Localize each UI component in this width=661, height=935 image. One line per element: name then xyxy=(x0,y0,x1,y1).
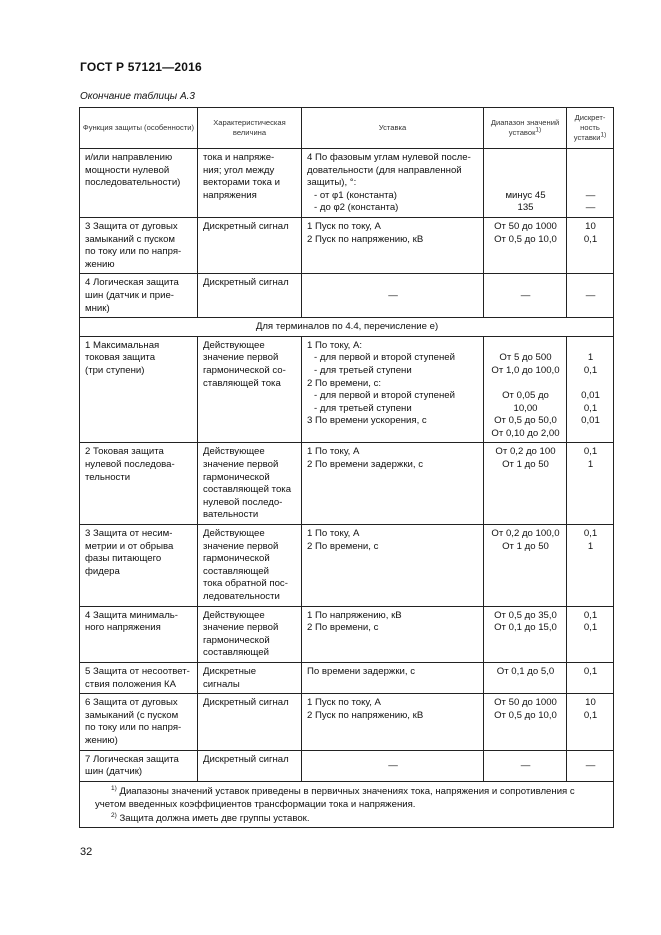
quantity-cell xyxy=(198,750,302,781)
setting-cell xyxy=(302,443,484,525)
table-notes xyxy=(80,781,614,828)
cell-line: 10 xyxy=(585,697,596,709)
cell-line: по току или по напря- xyxy=(85,722,182,734)
footnote-2: $^{2)}$ Защита должна иметь две группы уставок. xyxy=(111,811,310,824)
cell-line: От 0,5 до 10,0 xyxy=(494,709,557,721)
cell-line: От 0,05 до 10,00 xyxy=(502,390,549,414)
cell-line: 0,1 xyxy=(583,402,598,414)
range-cell xyxy=(484,525,567,607)
cell-line: От 0,2 до 100,0 xyxy=(491,528,560,540)
cell-line: - для первой и второй ступеней xyxy=(314,390,455,402)
cell-line: ледовательности xyxy=(203,591,280,602)
cell-line: Действующее xyxy=(203,339,265,351)
table-row xyxy=(80,662,614,693)
range-cell xyxy=(484,149,567,218)
cell-line: мощности нулевой xyxy=(85,164,170,176)
range-cell xyxy=(484,662,567,693)
quantity-cell xyxy=(198,149,302,218)
cell-line: 1 По току, А xyxy=(307,446,360,458)
range-cell xyxy=(484,217,567,273)
cell-line: 3 По времени ускорения, с xyxy=(307,415,427,427)
cell-line: 2 По времени, с xyxy=(307,540,379,552)
cell-line: 2 По времени задержки, с xyxy=(307,459,424,471)
cell-line: От 0,1 до 15,0 xyxy=(494,622,557,634)
cell-line: и/или направлению xyxy=(85,152,173,163)
cell-line: Дискретные xyxy=(203,665,257,677)
footnote-1: $^{1)}$ Диапазоны значений уставок приведены в первичных значениях тока, напряжения и сопротивления с xyxy=(111,784,575,797)
cell-line: От 0,5 до 10,0 xyxy=(494,233,557,245)
cell-line: 5 Защита от несоответ- xyxy=(85,665,190,677)
range-cell xyxy=(484,443,567,525)
quantity-cell xyxy=(198,443,302,525)
cell-line: векторами тока и xyxy=(203,177,280,189)
cell-line: значение первой xyxy=(203,459,279,471)
cell-line: Дискретный сигнал xyxy=(203,220,289,232)
cell-line: мник) xyxy=(85,302,110,314)
cell-line: 1 Пуск по току, А xyxy=(307,220,381,232)
cell-line: - для первой и второй ступеней xyxy=(314,352,455,364)
table-body-part2 xyxy=(80,336,614,781)
table-section-row-group xyxy=(80,318,614,337)
cell-line: напряжения xyxy=(203,189,257,201)
cell-line: Действующее xyxy=(203,446,265,458)
cell-line: 2 Токовая защита xyxy=(85,446,164,458)
settings-table xyxy=(79,107,614,828)
table-body-part1 xyxy=(80,149,614,318)
table-caption: Окончание таблицы А.3 xyxy=(80,91,195,102)
cell-line: ставляющей тока xyxy=(203,377,281,389)
cell-line: 0,1 xyxy=(583,528,598,540)
cell-line: составляющей xyxy=(203,565,270,577)
cell-line: ния; угол между xyxy=(203,164,275,176)
function-cell xyxy=(80,443,198,525)
cell-line: 2 По времени, с: xyxy=(307,377,382,389)
cell-line: От 5 до 500 xyxy=(499,352,552,364)
cell-line: тока обратной пос- xyxy=(203,578,288,590)
function-cell xyxy=(80,274,198,318)
cell-line: — xyxy=(585,289,596,301)
setting-cell xyxy=(302,336,484,443)
setting-cell xyxy=(302,606,484,662)
table-row xyxy=(80,606,614,662)
cell-line: гармонической xyxy=(203,471,270,483)
table-notes-group xyxy=(80,781,614,828)
range-cell xyxy=(484,694,567,750)
setting-cell xyxy=(302,750,484,781)
cell-line: 1 Пуск по току, А xyxy=(307,697,381,709)
cell-line: 2 Пуск по напряжению, кВ xyxy=(307,709,424,721)
cell-line: токовая защита xyxy=(85,352,156,364)
cell-line: По времени задержки, с xyxy=(307,665,416,677)
cell-line: Дискретный сигнал xyxy=(203,753,289,765)
cell-line: От 0,10 до 2,00 xyxy=(491,427,560,439)
cell-line: 4 Защита минималь- xyxy=(85,609,179,621)
cell-line: - от φ1 (константа) xyxy=(314,189,397,201)
cell-line xyxy=(572,152,609,165)
table-row xyxy=(80,443,614,525)
cell-line: 0,1 xyxy=(583,364,598,376)
section-title: Для терминалов по 4.4, перечисление е) xyxy=(80,318,614,337)
cell-line: последовательности) xyxy=(85,177,181,189)
quantity-cell xyxy=(198,694,302,750)
cell-line: 4 По фазовым углам нулевой после- xyxy=(307,152,471,163)
cell-line: гармонической xyxy=(203,634,270,646)
range-cell xyxy=(484,750,567,781)
cell-line: значение первой xyxy=(203,540,279,552)
cell-line: значение первой xyxy=(203,622,279,634)
cell-line: по току или по напря- xyxy=(85,246,182,258)
header-range: Диапазон значений уставок1) xyxy=(484,108,567,149)
cell-line: От 0,1 до 5,0 xyxy=(496,665,555,677)
cell-line: 0,1 xyxy=(583,446,598,458)
cell-line: нулевой последова- xyxy=(85,459,175,471)
setting-cell xyxy=(302,274,484,318)
cell-line: От 1,0 до 100,0 xyxy=(491,364,560,376)
function-cell xyxy=(80,662,198,693)
cell-line: — xyxy=(520,759,531,771)
cell-line xyxy=(489,177,562,190)
quantity-cell xyxy=(198,336,302,443)
table-row xyxy=(80,149,614,218)
cell-line: шин (датчик и прие- xyxy=(85,289,174,301)
cell-line: От 1 до 50 xyxy=(502,459,549,471)
quantity-cell xyxy=(198,525,302,607)
cell-line: От 1 до 50 xyxy=(502,540,549,552)
cell-line xyxy=(489,340,562,353)
cell-line: ствия положения КА xyxy=(85,678,177,690)
cell-line: - до φ2 (константа) xyxy=(314,202,399,214)
cell-line: нулевой последо- xyxy=(203,496,283,508)
cell-line: 2 Пуск по напряжению, кВ xyxy=(307,233,424,245)
cell-line xyxy=(572,165,609,178)
cell-line: 1 xyxy=(587,352,594,364)
cell-line: 135 xyxy=(517,202,534,214)
cell-line xyxy=(489,152,562,165)
cell-line: составляющей xyxy=(203,647,270,659)
cell-line: 4 Логическая защита xyxy=(85,277,179,289)
table-row xyxy=(80,274,614,318)
cell-line: значение первой xyxy=(203,352,279,364)
cell-line: тока и напряже- xyxy=(203,152,275,163)
cell-line: Дискретный сигнал xyxy=(203,277,289,289)
function-cell xyxy=(80,750,198,781)
cell-line: 1 xyxy=(587,540,594,552)
cell-line: замыканий (с пуском xyxy=(85,709,179,721)
cell-line: 3 Защита от несим- xyxy=(85,528,173,540)
cell-line: 1 xyxy=(587,459,594,471)
table-row xyxy=(80,694,614,750)
setting-cell xyxy=(302,217,484,273)
quantity-cell xyxy=(198,662,302,693)
header-step: Дискрет-ность уставки1) xyxy=(567,108,614,149)
cell-line: защиты), °: xyxy=(307,177,357,189)
cell-line: 0,1 xyxy=(583,233,598,245)
header-setting: Уставка xyxy=(302,108,484,149)
cell-line: метрии и от обрыва xyxy=(85,540,174,552)
cell-line: От 0,2 до 100 xyxy=(495,446,556,458)
setting-cell xyxy=(302,662,484,693)
function-cell xyxy=(80,217,198,273)
cell-line xyxy=(572,378,609,391)
cell-line: - для третьей ступени xyxy=(314,364,412,376)
cell-line: - для третьей ступени xyxy=(314,402,412,414)
cell-line: — xyxy=(585,202,596,214)
setting-cell xyxy=(302,525,484,607)
cell-line: жению) xyxy=(85,734,118,746)
cell-line: жению xyxy=(85,258,115,270)
footnote-1-continued: учетом введенных коэффициентов трансформации тока и напряжения. xyxy=(95,799,416,811)
step-cell xyxy=(567,217,614,273)
cell-line: замыканий с пуском xyxy=(85,233,176,245)
range-cell xyxy=(484,274,567,318)
cell-line: тельности xyxy=(85,471,131,483)
step-cell xyxy=(567,274,614,318)
setting-cell xyxy=(302,149,484,218)
standard-header: ГОСТ Р 57121—2016 xyxy=(80,60,202,74)
cell-line: ного напряжения xyxy=(85,622,161,634)
cell-line: минус 45 xyxy=(505,189,546,201)
step-cell xyxy=(567,525,614,607)
cell-line: Действующее xyxy=(203,528,265,540)
cell-line: 1 По току, А: xyxy=(307,339,363,351)
cell-line: 0,01 xyxy=(581,415,600,427)
cell-line: 1 Максимальная xyxy=(85,339,160,351)
cell-line: Действующее xyxy=(203,609,265,621)
cell-line: 6 Защита от дуговых xyxy=(85,697,178,709)
section-row xyxy=(80,318,614,337)
step-cell xyxy=(567,606,614,662)
cell-line: 1 По току, А xyxy=(307,528,360,540)
cell-line: — xyxy=(388,759,398,771)
cell-line xyxy=(572,177,609,190)
cell-line: 10 xyxy=(585,220,596,232)
step-cell xyxy=(567,443,614,525)
table-row xyxy=(80,336,614,443)
range-cell xyxy=(484,336,567,443)
step-cell xyxy=(567,149,614,218)
cell-line: вательности xyxy=(203,509,259,521)
cell-line: — xyxy=(388,289,398,301)
cell-line: 7 Логическая защита xyxy=(85,753,179,765)
cell-line: От 0,5 до 50,0 xyxy=(494,415,557,427)
range-cell xyxy=(484,606,567,662)
cell-line: — xyxy=(585,759,596,771)
header-quantity: Характеристическая величина xyxy=(198,108,302,149)
cell-line: фазы питающего xyxy=(85,553,162,565)
cell-line: — xyxy=(585,189,596,201)
step-cell xyxy=(567,694,614,750)
cell-line: 1 По напряжению, кВ xyxy=(307,609,402,621)
cell-line: 3 Защита от дуговых xyxy=(85,220,178,232)
step-cell xyxy=(567,336,614,443)
step-cell xyxy=(567,750,614,781)
function-cell xyxy=(80,606,198,662)
quantity-cell xyxy=(198,217,302,273)
cell-line: 0,01 xyxy=(581,390,600,402)
cell-line: — xyxy=(520,289,531,301)
quantity-cell xyxy=(198,274,302,318)
cell-line: шин (датчик) xyxy=(85,766,143,778)
quantity-cell xyxy=(198,606,302,662)
header-function: Функция защиты (особенности) xyxy=(80,108,198,149)
page-number: 32 xyxy=(80,846,93,858)
table-row xyxy=(80,217,614,273)
cell-line: гармонической со- xyxy=(203,364,286,376)
cell-line: 0,1 xyxy=(583,709,598,721)
function-cell xyxy=(80,149,198,218)
cell-line: От 50 до 1000 xyxy=(494,220,557,232)
notes-row xyxy=(80,781,614,828)
setting-cell xyxy=(302,694,484,750)
cell-line: (три ступени) xyxy=(85,364,145,376)
function-cell xyxy=(80,525,198,607)
function-cell xyxy=(80,694,198,750)
cell-line: довательности (для направленной xyxy=(307,164,462,176)
table-header-row xyxy=(80,108,614,149)
cell-line: От 0,5 до 35,0 xyxy=(494,609,557,621)
cell-line: сигналы xyxy=(203,678,240,690)
cell-line xyxy=(489,165,562,178)
cell-line: От 50 до 1000 xyxy=(494,697,557,709)
cell-line: 0,1 xyxy=(583,609,598,621)
cell-line: 0,1 xyxy=(583,622,598,634)
cell-line: 2 По времени, с xyxy=(307,622,379,634)
cell-line: Дискретный сигнал xyxy=(203,697,289,709)
function-cell xyxy=(80,336,198,443)
table-row xyxy=(80,750,614,781)
step-cell xyxy=(567,662,614,693)
cell-line: гармонической xyxy=(203,553,270,565)
cell-line: 0,1 xyxy=(583,665,598,677)
cell-line xyxy=(572,340,609,353)
cell-line: фидера xyxy=(85,565,120,577)
cell-line: составляющей тока xyxy=(203,484,292,496)
table-row xyxy=(80,525,614,607)
cell-line xyxy=(489,378,562,391)
